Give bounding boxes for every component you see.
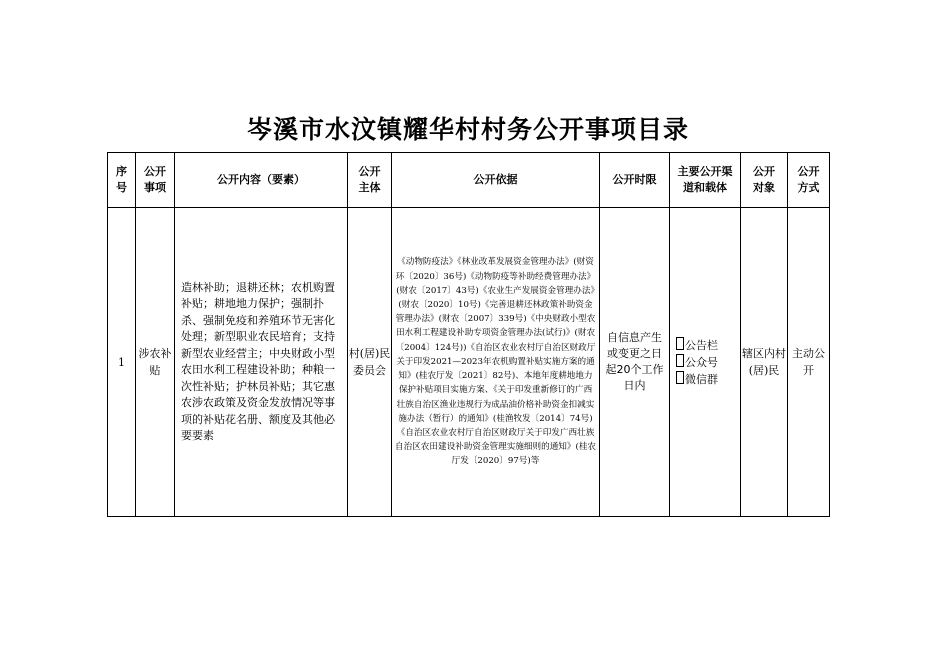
cell-method: 主动公开: [788, 208, 830, 517]
header-target: 公开 对象: [741, 153, 788, 208]
cell-item: 涉农补贴: [136, 208, 175, 517]
disclosure-table: [107, 152, 830, 517]
checkbox-icon: [676, 371, 684, 384]
page-title: 岑溪市水汶镇耀华村村务公开事项目录: [246, 115, 689, 144]
cell-seq: 1: [108, 208, 136, 517]
table-header-row: [108, 153, 830, 208]
header-period: 公开时限: [600, 153, 670, 208]
checkbox-icon: [676, 354, 684, 367]
channel-official-account: 公众号: [676, 354, 734, 371]
header-subject: 公开 主体: [348, 153, 392, 208]
cell-period: 自信息产生或变更之日起20个工作日内: [600, 208, 670, 517]
header-method: 公开 方式: [788, 153, 830, 208]
cell-subject: 村(居)民委员会: [348, 208, 392, 517]
header-basis: 公开依据: [392, 153, 600, 208]
table-row: [108, 208, 830, 517]
header-item: 公开 事项: [136, 153, 175, 208]
header-seq: 序 号: [108, 153, 136, 208]
header-channel: 主要公开渠 道和载体: [670, 153, 741, 208]
channel-bulletin-board: 公告栏: [676, 337, 734, 354]
cell-target: 辖区内村(居)民: [741, 208, 788, 517]
cell-basis: 《动物防疫法》《林业改革发展资金管理办法》(财资环〔2020〕36号)《动物防疫等补助经费管理办法》(财农〔2017〕43号)《农业生产发展资金管理办法》(财农〔2020〕10号)《完善退耕还林政策补助资金管理办法》(财农〔2007〕339号)《中央财政小型农田水利工程建设补助专项资金管理办法(试行)》(财农〔2004〕124号))《自治区农业农村厅自治区财政厅关于印发2021—2023年农机购置补贴实施方案的通知》(桂农厅发〔2021〕82号)、本地年度耕地地力保护补贴项目实施方案、《关于印发重新修订的广西壮族自治区渔业违规行为成品油价格补助资金扣减实施办法（暂行）的通知》(桂渔牧发〔2014〕74号)《自治区农业农村厅自治区财政厅关于印发广西壮族自治区农田建设补助资金管理实施细则的通知》(桂农厅发〔2020〕97号)等: [392, 208, 600, 517]
header-content: 公开内容（要素）: [175, 153, 348, 208]
cell-content: 造林补助；退耕还林；农机购置补贴；耕地地力保护；强制扑杀、强制免疫和养殖环节无害化处理；新型职业农民培育；支持新型农业经营主；中央财政小型农田水利工程建设补助；种粮一次性补贴；护林员补贴；其它惠农涉农政策及资金发放情况等事项的补贴花名册、额度及其他必要要素: [175, 208, 348, 517]
cell-channel: [670, 208, 741, 517]
channel-wechat-group: 微信群: [676, 371, 734, 388]
checkbox-icon: [676, 337, 684, 350]
